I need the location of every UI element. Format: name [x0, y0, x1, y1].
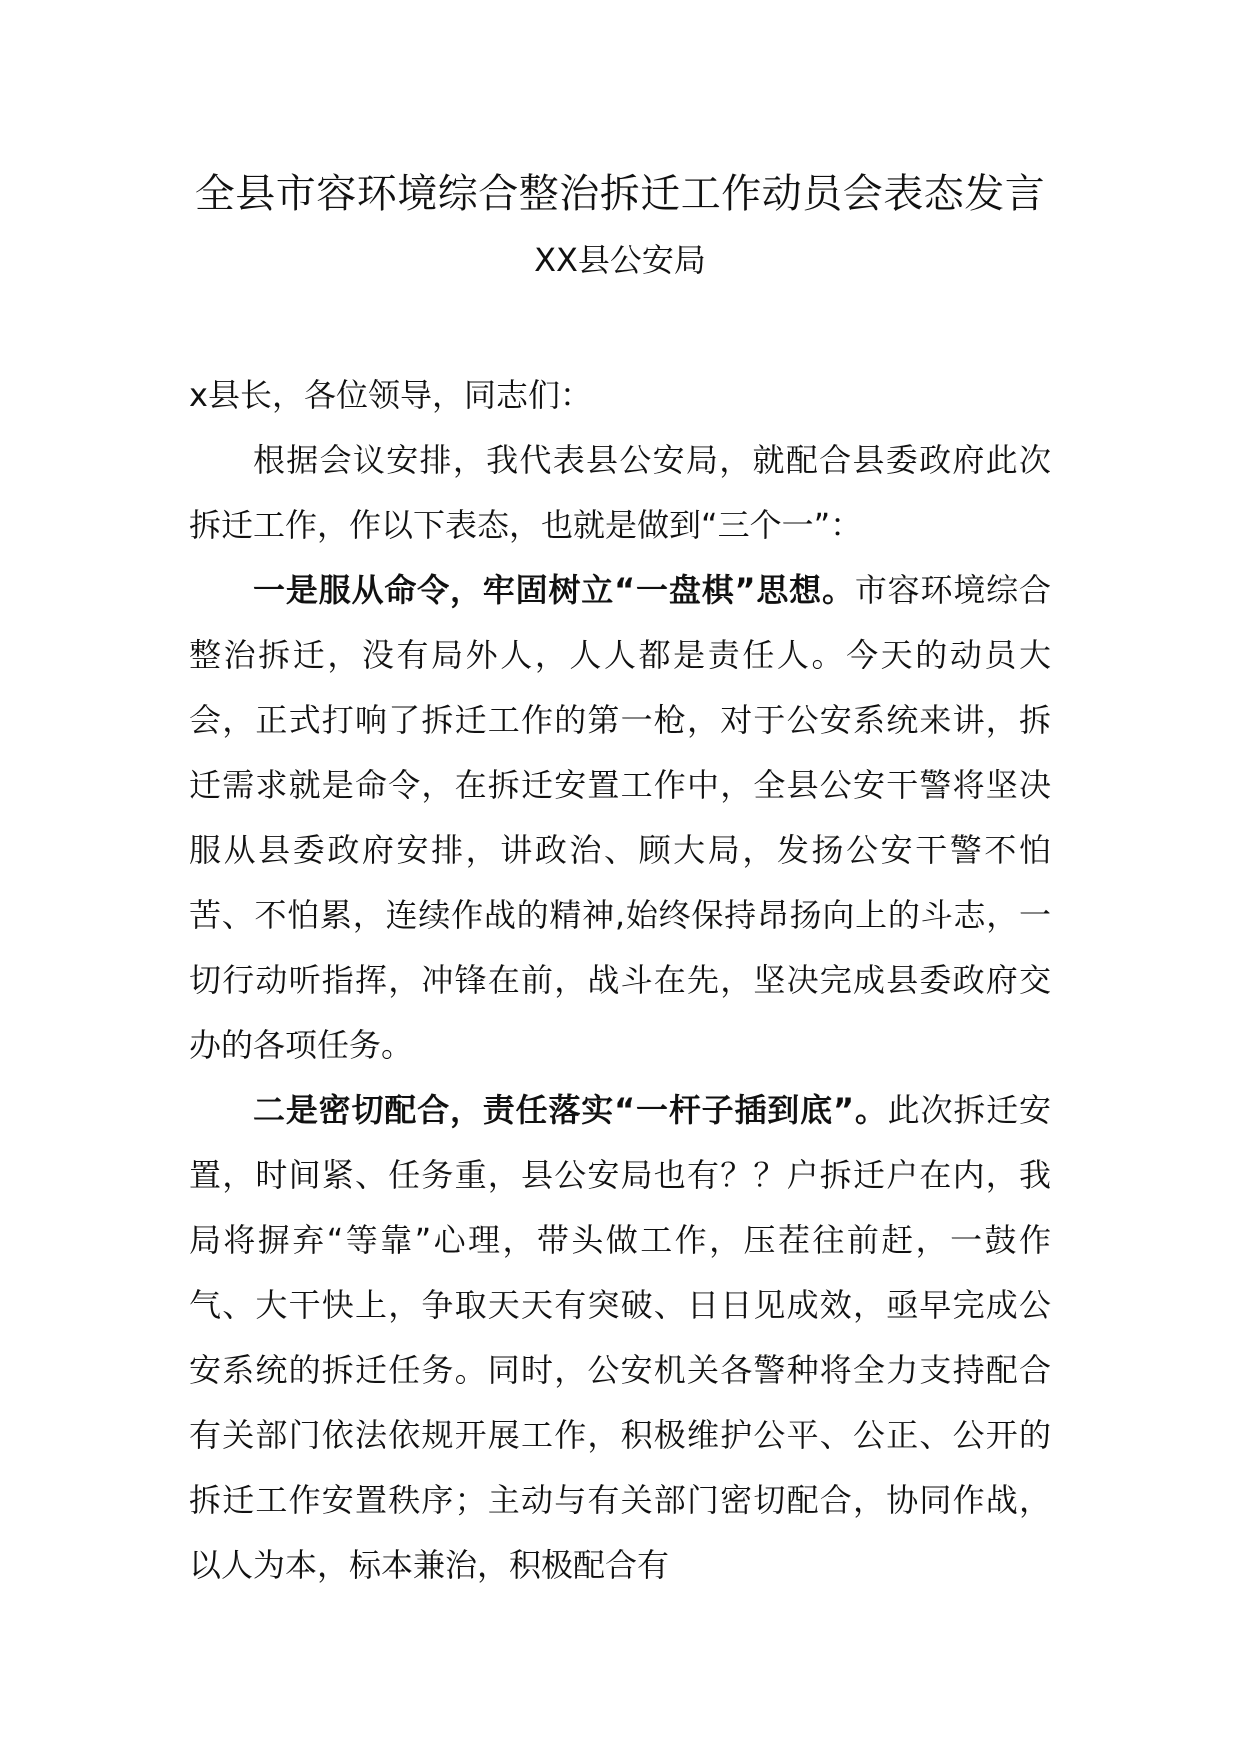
document-title: 全县市容环境综合整治拆迁工作动员会表态发言	[194, 171, 1046, 217]
intro-paragraph: 根据会议安排，我代表县公安局，就配合县委政府此次拆迁工作，作以下表态，也就是做到“三个一”：	[189, 441, 1051, 544]
point-two-lead: 二是密切配合，责任落实“一杆子插到底”。	[253, 1091, 888, 1129]
salutation: x县长，各位领导，同志们：	[189, 376, 592, 414]
point-one-text: 市容环境综合整治拆迁，没有局外人，人人都是责任人。今天的动员大会，正式打响了拆迁工作的第一枪，对于公安系统来讲，拆迁需求就是命令，在拆迁安置工作中，全县公安干警将坚决服从县委政府安排，讲政治、顾大局，发扬公安干警不怕苦、不怕累，连续作战的精神,始终保持昂扬向上的斗志，一切行动听指挥，冲锋在前，战斗在先，坚决完成县委政府交办的各项任务。	[189, 571, 1051, 1064]
document-body	[189, 363, 1051, 1598]
point-one-paragraph	[189, 558, 1051, 1078]
point-two-paragraph	[189, 1078, 1051, 1598]
point-two-text: 此次拆迁安置，时间紧、任务重，县公安局也有？？户拆迁户在内，我局将摒弃“等靠”心理，带头做工作，压茬往前赶，一鼓作气、大干快上，争取天天有突破、日日见成效，亟早完成公安系统的拆迁任务。同时，公安机关各警种将全力支持配合有关部门依法依规开展工作，积极维护公平、公正、公开的拆迁工作安置秩序；主动与有关部门密切配合，协同作战，以人为本，标本兼治，积极配合有	[189, 1091, 1051, 1584]
point-one-lead: 一是服从命令，牢固树立“一盘棋”思想。	[253, 571, 855, 609]
document-organization: XX县公安局	[534, 241, 706, 279]
